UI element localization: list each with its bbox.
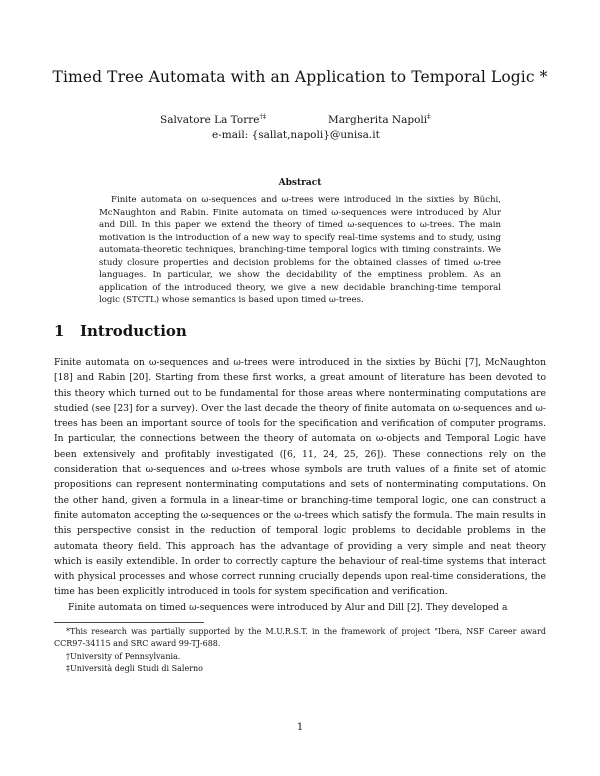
section-number: 1	[54, 322, 65, 340]
author-1-marks: †‡	[259, 112, 267, 121]
footnote-affiliation-1: †University of Pennsylvania.	[66, 651, 181, 661]
author-2-name: Margherita Napoli	[328, 114, 428, 126]
abstract-text: Finite automata on ω-sequences and ω-trees were introduced in the sixties by Büchi, McNaughton and Rabin. Finite automata on timed ω-sequences were introduced by Alur and Dill. In this paper we extend the theory of timed ω-sequences to ω-trees. The main motivation is the introduction of a new way to specify real-time systems and to study, using automata-theoretic techniques, branching-time temporal logics with timing constraints. We study closure properties and decision problems for the obtained classes of timed ω-tree languages. In particular, we show the decidability of the emptiness problem. As an application of the introduced theory, we give a new decidable branching-time temporal logic (STCTL) whose semantics is based upon timed ω-trees.	[99, 195, 501, 305]
author-2-marks: ‡	[427, 112, 431, 121]
page-number: 1	[296, 722, 304, 733]
abstract-heading: Abstract	[278, 178, 322, 188]
paper-title: Timed Tree Automata with an Application to Temporal Logic *	[52, 68, 548, 86]
footnote-affiliation-2: ‡Università degli Studi di Salerno	[66, 663, 203, 673]
author-1-name: Salvatore La Torre	[160, 114, 260, 126]
section-title: Introduction	[80, 322, 187, 340]
footnote-funding: *This research was partially supported by the M.U.R.S.T. in the framework of project "Ibera, NSF Career award CCR97-34115 and SRC award 99-TJ-688.	[54, 627, 546, 649]
intro-paragraph-1: Finite automata on ω-sequences and ω-trees were introduced in the sixties by Büchi [7], McNaughton [18] and Rabin [20]. Starting from these first works, a great amount of literature has been devoted to this theory which turned out to be fundamental for those areas where nonterminating computations are studied (see [23] for a survey). Over the last decade the theory of finite automata on ω-sequences and ω-trees has been an important source of tools for the specification and verification of computer programs. In particular, the connections between the theory of automata on ω-objects and Temporal Logic have been extensively and profitably investigated ([6, 11, 24, 25, 26]). These connections rely on the consideration that ω-sequences and ω-trees whose symbols are truth values of a finite set of atomic propositions can represent nonterminating computations and sets of nonterminating computations. On the other hand, given a formula in a linear-time or branching-time temporal logic, one can construct a finite automaton accepting the ω-sequences or the ω-trees which satisfy the formula. The main results in this perspective consist in the reduction of temporal logic problems to decidable problems in the automata theory field. This approach has the advantage of providing a very simple and neat theory which is easily extendible. In order to correctly capture the behaviour of real-time systems that interact with physical processes and whose correct running crucially depends upon real-time considerations, the time has been explicitly introduced in tools for system specification and verification.	[54, 357, 546, 598]
footnote-rule	[54, 622, 204, 623]
author-2	[328, 114, 431, 126]
intro-paragraph-2: Finite automata on timed ω-sequences were introduced by Alur and Dill [2]. They developed a	[68, 602, 508, 613]
author-1	[160, 114, 266, 126]
section-heading	[54, 322, 187, 340]
author-email: e-mail: {sallat,napoli}@unisa.it	[212, 129, 380, 141]
footnotes	[54, 626, 546, 675]
